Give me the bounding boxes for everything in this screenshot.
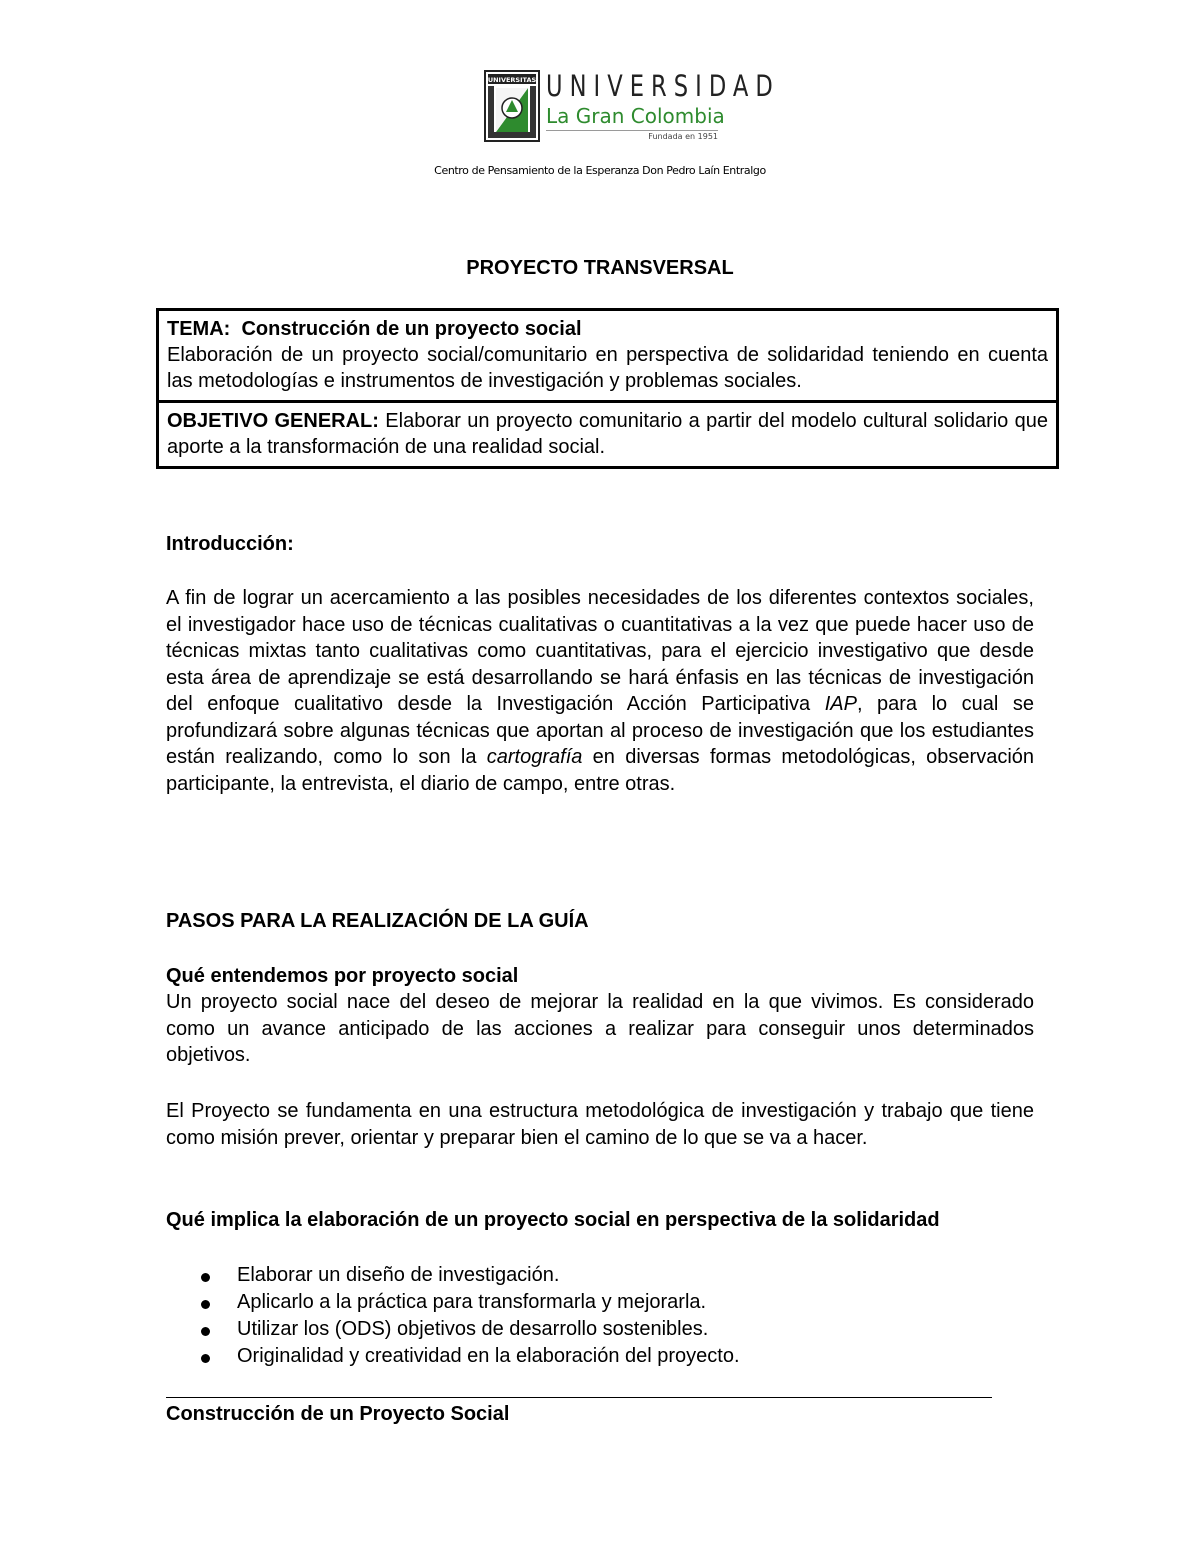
section-divider — [166, 1397, 992, 1398]
list-item-text: Aplicarlo a la práctica para transformarla y mejorarla. — [237, 1291, 707, 1313]
implica-list — [201, 1262, 1021, 1370]
list-item-text: Originalidad y creatividad en la elaboración del proyecto. — [237, 1345, 740, 1367]
document-title: PROYECTO TRANSVERSAL — [466, 257, 734, 279]
list-item — [201, 1289, 1021, 1316]
intro-text-1: A fin de lograr un acercamiento a las posibles necesidades de los diferentes contextos sociales, el investigador hace uso de técnicas cualitativas o cuantitativas a la vez que puede hacer uso de técnicas mixtas tanto cualitativas como cuantitativas, para el ejercicio investigativo que desde esta área de aprendizaje se está desarrollando se hará énfasis en las técnicas de investigación del enfoque cualitativo desde la Investigación Acción Participativa — [166, 587, 1034, 715]
svg-text:UNIVERSITAS: UNIVERSITAS — [487, 76, 537, 84]
logo-divider — [546, 130, 718, 131]
tema-objetivo-box — [156, 308, 1059, 469]
objetivo-cell — [159, 400, 1056, 466]
list-item-text: Utilizar los (ODS) objetivos de desarrollo sostenibles. — [237, 1318, 709, 1340]
que-entendemos-heading: Qué entendemos por proyecto social — [166, 965, 519, 987]
bullet-icon — [201, 1300, 210, 1309]
tema-text: Elaboración de un proyecto social/comunitario en perspectiva de solidaridad teniendo en cuenta las metodologías e instrumentos de investigación y problemas sociales. — [167, 344, 1048, 392]
list-item — [201, 1262, 1021, 1289]
tema-title: Construcción de un proyecto social — [241, 318, 582, 340]
objetivo-label: OBJETIVO GENERAL: — [167, 410, 379, 432]
list-item — [201, 1343, 1021, 1370]
list-item-text: Elaborar un diseño de investigación. — [237, 1264, 560, 1286]
intro-iap: IAP — [824, 693, 857, 715]
tema-cell — [159, 311, 1056, 400]
que-entendemos-paragraph: Un proyecto social nace del deseo de mejorar la realidad en la que vivimos. Es considerado como un avance anticipado de las acciones a realizar para conseguir unos determinados objetivos. — [166, 991, 1034, 1066]
university-logo — [484, 69, 780, 150]
pasos-heading: PASOS PARA LA REALIZACIÓN DE LA GUÍA — [166, 910, 589, 932]
center-name: Centro de Pensamiento de la Esperanza Don Pedro Laín Entralgo — [434, 164, 766, 177]
bullet-icon — [201, 1327, 210, 1336]
logo-founded: Fundada en 1951 — [648, 132, 718, 141]
university-seal-icon — [484, 70, 540, 142]
proyecto-fundamenta-paragraph: El Proyecto se fundamenta en una estructura metodológica de investigación y trabajo que tiene como misión prever, orientar y preparar bien el camino de lo que se va a hacer. — [166, 1100, 1034, 1149]
intro-text-3: en diversas formas metodológicas, observación participante, la entrevista, el diario de campo, entre otras. — [166, 746, 1035, 795]
tema-label: TEMA: — [167, 318, 231, 340]
construccion-heading: Construcción de un Proyecto Social — [166, 1403, 510, 1425]
bullet-icon — [201, 1354, 210, 1363]
intro-heading: Introducción: — [166, 533, 294, 555]
list-item — [201, 1316, 1021, 1343]
tema-heading — [167, 316, 1048, 342]
intro-text-2: , para lo cual se profundizará sobre algunas técnicas que aportan al proceso de investigación que los estudiantes están realizando, como lo son la — [166, 693, 1034, 768]
intro-cartografia: cartografía — [486, 746, 583, 768]
intro-paragraph — [166, 585, 1034, 797]
implica-heading: Qué implica la elaboración de un proyecto social en perspectiva de la solidaridad — [166, 1209, 940, 1231]
logo-university-name: La Gran Colombia — [546, 104, 725, 128]
logo-university-word: UNIVERSIDAD — [546, 69, 780, 103]
objetivo-text: Elaborar un proyecto comunitario a partir del modelo cultural solidario que aporte a la transformación de una realidad social. — [167, 410, 1049, 458]
bullet-icon — [201, 1273, 210, 1282]
